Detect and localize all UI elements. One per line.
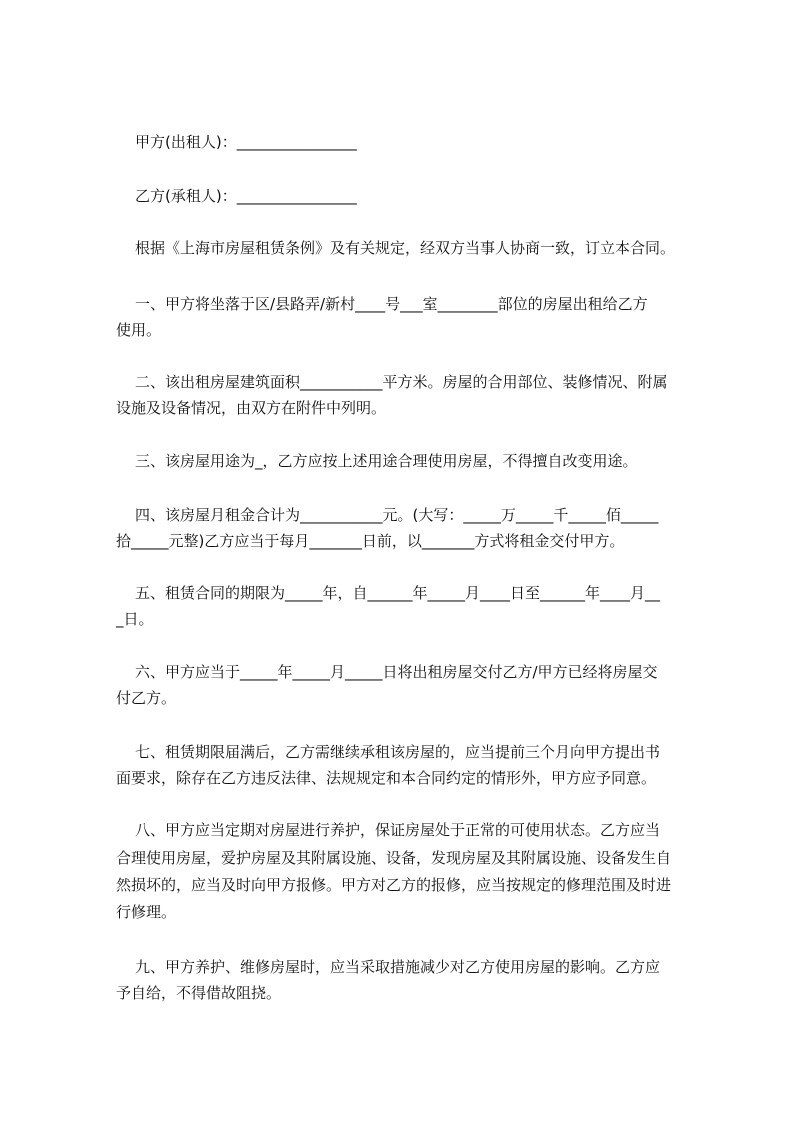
intro-paragraph: 根据《上海市房屋租赁条例》及有关规定，经双方当事人协商一致，订立本合同。 [135,239,676,257]
clause-4-line-1: 四、该房屋月租金合计为___________元。(大写：_____万_____千_____佰_____ [135,506,659,524]
clause-5-line-2: _日。 [116,610,154,628]
clause-8-line-4: 行修理。 [116,903,177,921]
clause-6-line-1: 六、甲方应当于_____年_____月_____日将出租房屋交付乙方/甲方已经将房屋交 [135,663,658,681]
party-a-line: 甲方(出租人)：________________ [135,133,357,151]
clause-2-line-2: 设施及设备情况，由双方在附件中列明。 [116,399,387,417]
clause-5-line-1: 五、租赁合同的期限为_____年，自______年_____月____日至______年____月__ [135,584,661,602]
party-b-line: 乙方(承租人)：________________ [135,187,357,205]
clause-4-line-2: 拾_____元整)乙方应当于每月_______日前，以_______方式将租金交付甲方。 [116,532,625,550]
clause-8-line-3: 然损坏的，应当及时向甲方报修。甲方对乙方的报修，应当按规定的修理范围及时进 [116,876,672,894]
clause-2-line-1: 二、该出租房屋建筑面积___________平方米。房屋的合用部位、装修情况、附属 [135,373,668,391]
clause-7-line-1: 七、租赁期限届满后，乙方需继续承租该房屋的，应当提前三个月向甲方提出书 [135,743,661,761]
clause-1-line-1: 一、甲方将坐落于区/县路弄/新村____号___室________部位的房屋出租给乙方 [135,295,648,313]
clause-7-line-2: 面要求，除存在乙方违反法律、法规规定和本合同约定的情形外，甲方应予同意。 [116,769,657,787]
clause-9-line-2: 予自给，不得借故阻挠。 [116,984,282,1002]
clause-1-line-2: 使用。 [116,321,162,339]
clause-8-line-1: 八、甲方应当定期对房屋进行养护，保证房屋处于正常的可使用状态。乙方应当 [135,821,661,839]
clause-9-line-1: 九、甲方养护、维修房屋时，应当采取措施减少对乙方使用房屋的影响。乙方应 [135,958,661,976]
clause-6-line-2: 付乙方。 [116,689,177,707]
clause-8-line-2: 合理使用房屋，爱护房屋及其附属设施、设备，发现房屋及其附属设施、设备发生自 [116,849,672,867]
clause-3-line-1: 三、该房屋用途为_，乙方应按上述用途合理使用房屋，不得擅自改变用途。 [135,452,638,470]
